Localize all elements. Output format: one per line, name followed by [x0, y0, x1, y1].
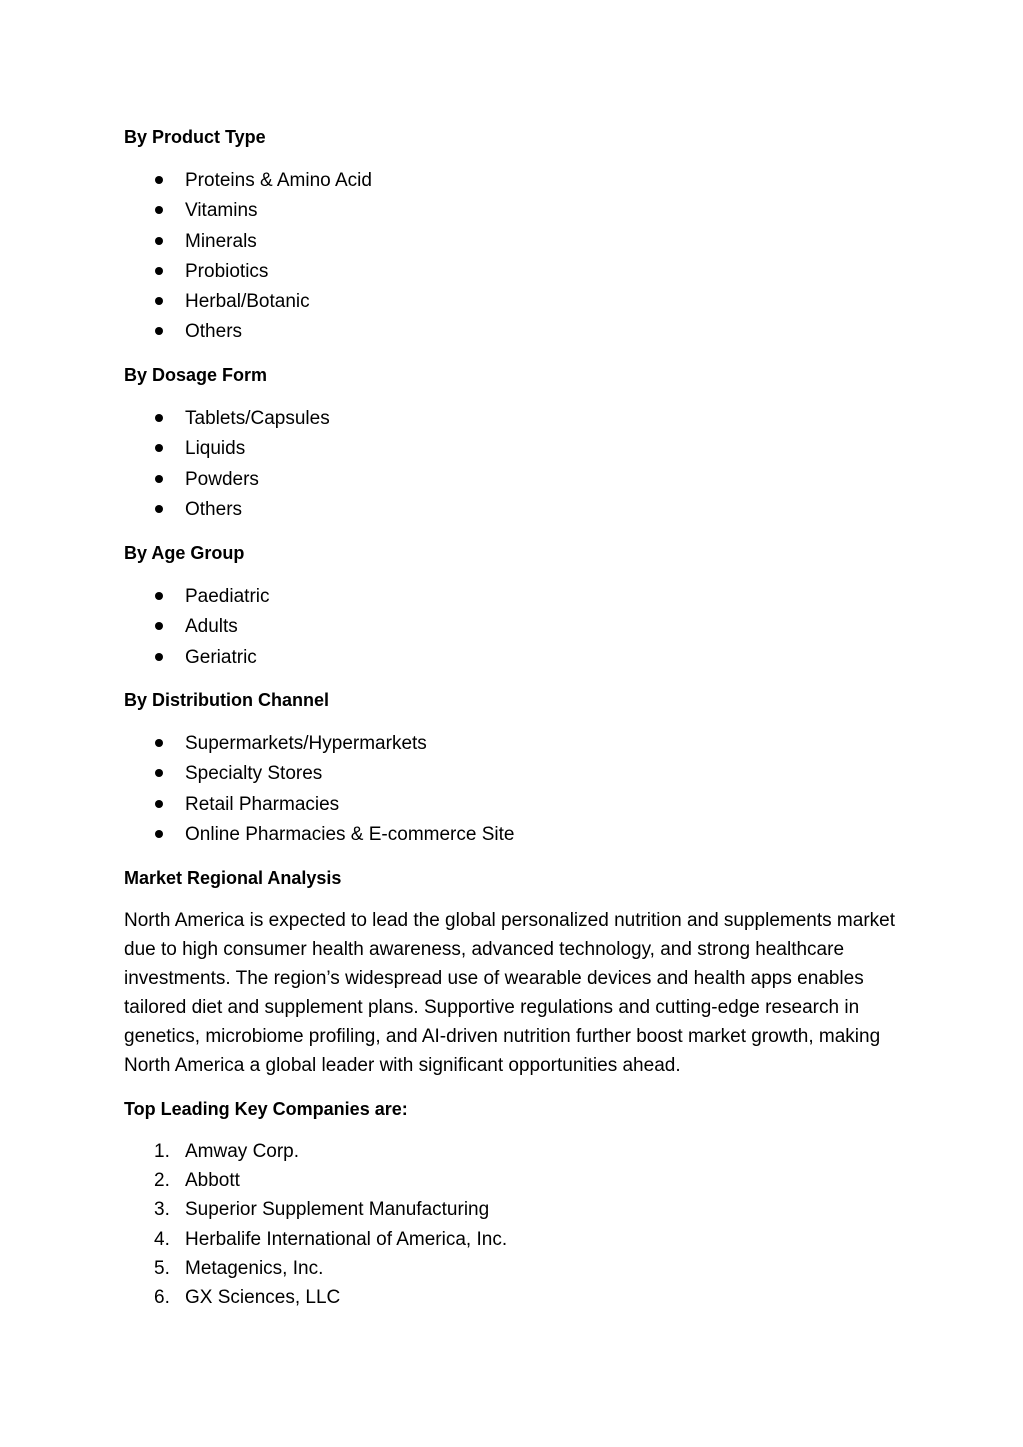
bullet-icon — [155, 414, 163, 422]
bullet-icon — [155, 830, 163, 838]
section-heading-dosage-form: By Dosage Form — [124, 365, 268, 385]
section-heading-key-companies: Top Leading Key Companies are: — [124, 1099, 408, 1119]
bullet-icon — [155, 206, 163, 214]
section-heading-regional-analysis: Market Regional Analysis — [124, 868, 342, 888]
bullet-icon — [155, 297, 163, 305]
bullet-icon — [155, 444, 163, 452]
bullet-icon — [155, 622, 163, 630]
bullet-icon — [155, 653, 163, 661]
bullet-icon — [155, 267, 163, 275]
list-number: 1. — [154, 1141, 170, 1162]
list-number: 2. — [154, 1170, 170, 1192]
list-number: 5. — [154, 1257, 170, 1279]
bullet-icon — [155, 327, 163, 335]
section-heading-product-type: By Product Type — [124, 127, 266, 147]
bullet-icon — [155, 475, 163, 483]
bullet-icon — [155, 505, 163, 513]
list-number: 3. — [154, 1199, 170, 1221]
bullet-icon — [155, 592, 163, 600]
regional-analysis-paragraph: North America is expected to lead the global personalized nutrition and supplements market due to high consumer health awareness, advanced technology, and strong healthcare investments. The region’s widespread use of wearable devices and health apps enables tailored diet and supplement plans. Supportive regulations and cutting-edge research in genetics, microbiome profiling, and AI-driven nutrition further boost market growth, making North America a global leader with significant opportunities ahead. — [124, 910, 895, 1077]
bullet-icon — [155, 237, 163, 245]
section-heading-distribution-channel: By Distribution Channel — [124, 690, 330, 710]
bullet-icon — [155, 800, 163, 808]
bullet-icon — [155, 739, 163, 747]
bullet-icon — [155, 176, 163, 184]
list-number: 4. — [154, 1228, 170, 1250]
bullet-icon — [155, 769, 163, 777]
section-heading-age-group: By Age Group — [124, 543, 245, 563]
list-number: 6. — [154, 1286, 170, 1308]
